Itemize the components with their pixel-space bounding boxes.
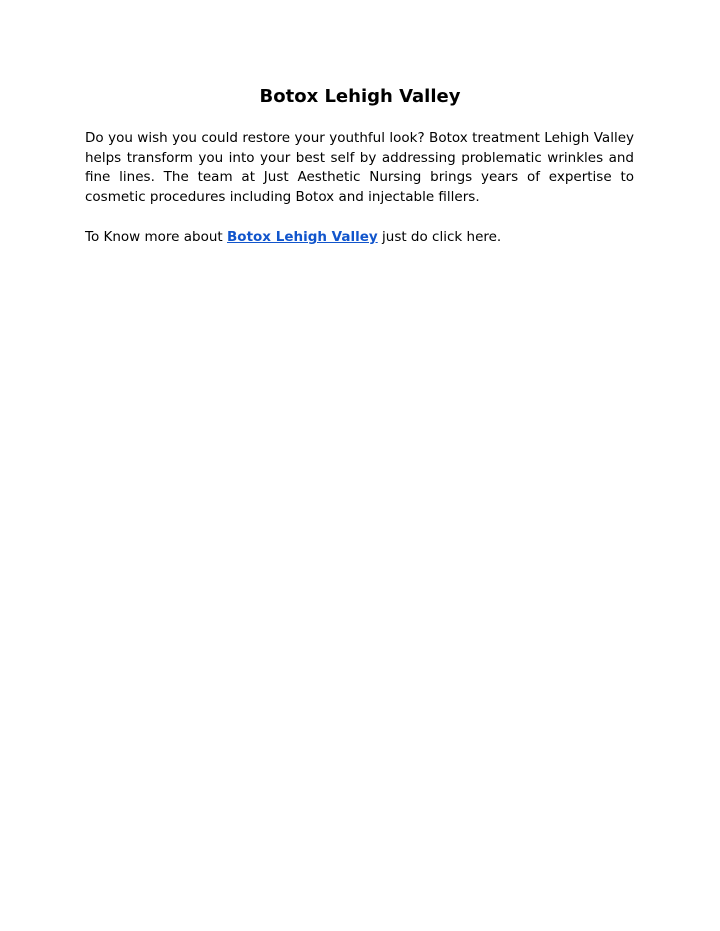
intro-paragraph: Do you wish you could restore your youthful look? Botox treatment Lehigh Valley helps transform you into your best self by addressing problematic wrinkles and fine lines. The team at Just Aesthetic Nursing brings years of expertise to cosmetic procedures including Botox and injectable fillers.	[85, 130, 634, 206]
document-title: Botox Lehigh Valley	[259, 86, 461, 107]
botox-lehigh-valley-link[interactable]: Botox Lehigh Valley	[227, 229, 378, 245]
more-info-prefix: To Know more about	[85, 229, 228, 245]
more-info-paragraph	[85, 228, 634, 248]
more-info-suffix: just do click here.	[377, 229, 502, 245]
